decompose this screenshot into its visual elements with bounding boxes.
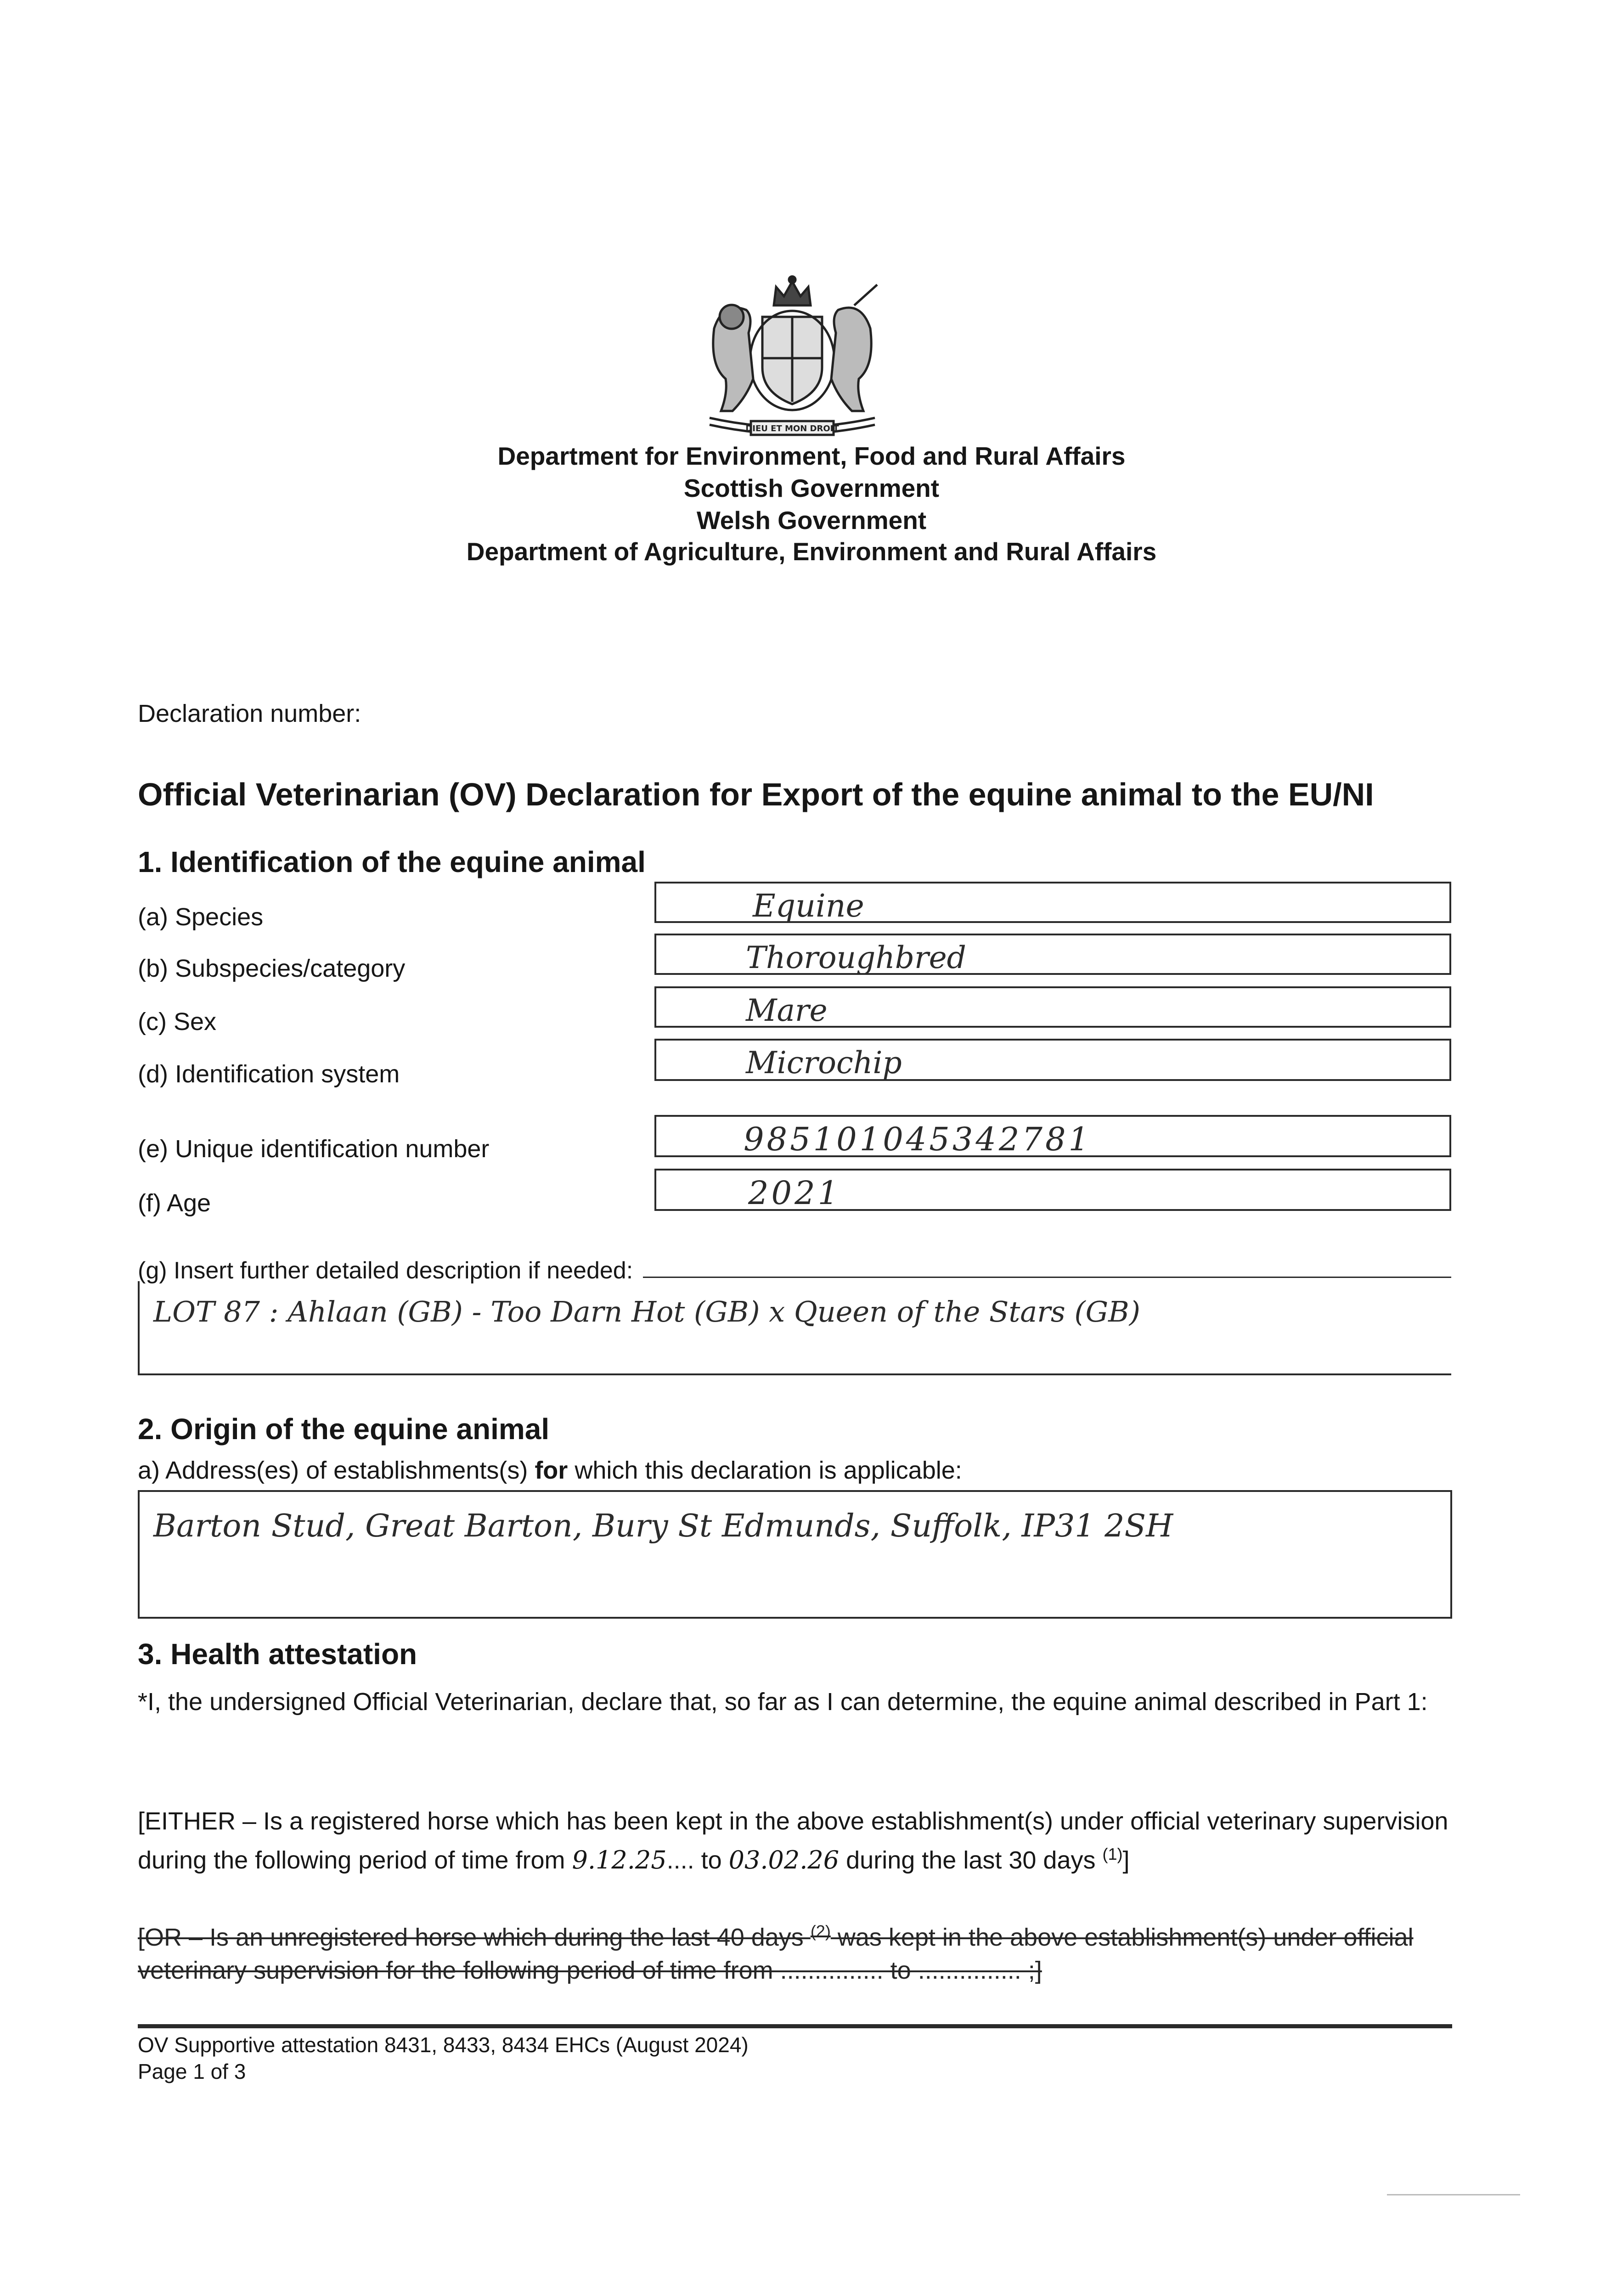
age-label: (f) Age (138, 1189, 211, 1217)
address-value: Barton Stud, Great Barton, Bury St Edmunds, Suffolk, IP31 2SH (153, 1508, 1173, 1544)
sex-value: Mare (746, 993, 828, 1028)
identification-system-value: Microchip (746, 1045, 902, 1080)
further-description-label: (g) Insert further detailed description if needed: (138, 1257, 633, 1284)
scan-artifact-line (1387, 2194, 1520, 2195)
health-attestation-intro: *I, the undersigned Official Veterinarian, declare that, so far as I can determine, the equine animal described in Part 1: (138, 1688, 1428, 1716)
section1-heading: 1. Identification of the equine animal (138, 845, 646, 878)
footer-page-number: Page 1 of 3 (138, 2060, 246, 2083)
footer-rule (138, 2024, 1452, 2028)
footer-attestation-ref: OV Supportive attestation 8431, 8433, 8434 EHCs (August 2024) (138, 2033, 749, 2057)
subspecies-field[interactable] (654, 934, 1451, 975)
sex-label: (c) Sex (138, 1008, 217, 1035)
further-description-rule (643, 1277, 1451, 1278)
unique-id-field[interactable] (654, 1115, 1451, 1157)
unique-id-label: (e) Unique identification number (138, 1135, 490, 1163)
header-dept-welsh-gov: Welsh Government (696, 506, 927, 535)
either-from-date: 9.12.25 (572, 1846, 667, 1874)
header-dept-defra: Department for Environment, Food and Rural Affairs (497, 442, 1126, 470)
address-field[interactable] (138, 1490, 1452, 1619)
unique-id-value: 985101045342781 (744, 1120, 1092, 1158)
further-description-value: LOT 87 : Ahlaan (GB) - Too Darn Hot (GB) x Queen of the Stars (GB) (153, 1295, 1140, 1328)
address-label: a) Address(es) of establishments(s) for which this declaration is applicable: (138, 1457, 962, 1484)
royal-crest-icon (696, 273, 889, 441)
header-dept-scottish-gov: Scottish Government (683, 474, 940, 502)
species-value: Equine (753, 888, 864, 924)
age-value: 2021 (748, 1174, 841, 1212)
species-field[interactable] (654, 882, 1451, 923)
identification-system-field[interactable] (654, 1039, 1451, 1081)
document-title: Official Veterinarian (OV) Declaration for Export of the equine animal to the EU/NI (138, 777, 1374, 812)
sex-field[interactable] (654, 986, 1451, 1028)
declaration-number-label: Declaration number: (138, 700, 361, 727)
subspecies-label: (b) Subspecies/category (138, 955, 406, 982)
either-clause: [EITHER – Is a registered horse which has been kept in the above establishment(s) under official veterinary supervision during the following period of time from 9.12.25.... to 03.02.26 during the last 30 days $^{(1)}$] (138, 1807, 1448, 1874)
further-description-field[interactable] (138, 1281, 1451, 1375)
or-clause-struck: [OR – Is an unregistered horse which during the last 40 days $^{(2)}$ was kept in the above establishment(s) under official veterinary supervision for the following period of time from ............... to ............... ;] (138, 1922, 1414, 1984)
header-dept-daera: Department of Agriculture, Environment and Rural Affairs (466, 537, 1157, 566)
species-label: (a) Species (138, 903, 264, 931)
subspecies-value: Thoroughbred (746, 940, 966, 975)
identification-system-label: (d) Identification system (138, 1060, 400, 1088)
section3-heading: 3. Health attestation (138, 1638, 417, 1671)
section2-heading: 2. Origin of the equine animal (138, 1412, 550, 1446)
svg-text:DIEU ET MON DROIT: DIEU ET MON DROIT (745, 424, 839, 433)
either-to-date: 03.02.26 (728, 1846, 840, 1874)
age-field[interactable] (654, 1169, 1451, 1211)
